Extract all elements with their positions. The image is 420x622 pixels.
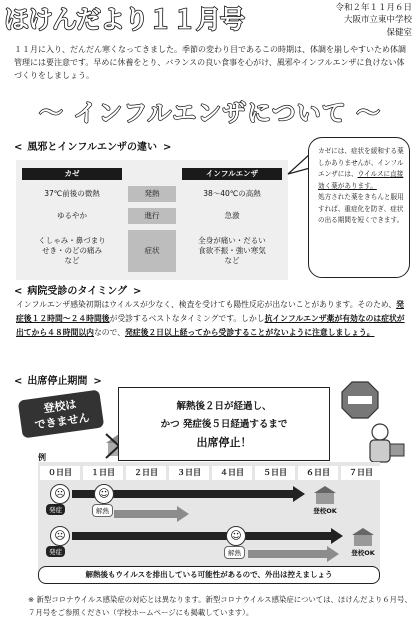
col-header-flu: インフルエンザ — [182, 168, 282, 180]
cold-progress: ゆるやか — [57, 211, 87, 220]
school-ok-2: 登校OK — [351, 549, 375, 557]
day-3: ３日目 — [169, 466, 209, 480]
onset-tag-1: 発症 — [46, 504, 65, 515]
day-0: ０日目 — [40, 466, 80, 480]
cold-fever: 37℃前後の微熱 — [44, 189, 100, 198]
arrowhead-2 — [331, 528, 343, 544]
row-label-fever: 発熱 — [128, 186, 176, 202]
day-7: ７日目 — [341, 466, 381, 480]
rule-line-1: 解熱後２日が経過し、 — [176, 401, 272, 412]
day-5: ５日目 — [255, 466, 295, 480]
clinic-text-4: 抗インフルエンザ薬が有効なのは症状が出てから４８時間以内 — [16, 314, 405, 337]
school-icon — [352, 528, 374, 546]
section-clinic-timing-title: < 病院受診のタイミング > — [14, 282, 141, 297]
sick-student-illustration — [330, 378, 414, 466]
bubble-text-1: カゼには、症状を緩和する薬しかありませんが、インフルエンザには、 — [318, 147, 404, 178]
day-4: ４日目 — [212, 466, 252, 480]
absence-bar-2 — [72, 532, 332, 540]
section-absence-period-title: < 出席停止期間 > — [14, 372, 102, 387]
cold-symptoms: くしゃみ・鼻づまり せき・のどの痛み など — [38, 236, 106, 265]
flu-fever: 38～40℃の高熱 — [203, 189, 261, 198]
issue-date: 令和２年１１月６日 — [335, 3, 412, 13]
clinic-text-3: が受診するベストなタイミングです。しかし — [109, 314, 265, 323]
bubble-text — [318, 146, 404, 227]
sick-face-icon: ☹ — [50, 526, 70, 546]
main-heading: ～ インフルエンザについて ～ — [38, 99, 382, 127]
day-1: １日目 — [83, 466, 123, 480]
clinic-text-1: インフルエンザ感染初期はウイルスが少なく、検査を受けても陽性反応が出ないことがあります。そのため、 — [16, 300, 397, 309]
school-icon — [314, 486, 336, 504]
flu-symptoms: 全身が痛い・だるい 食欲不振・強い寒気 など — [198, 236, 266, 265]
happy-face-icon: ☺ — [94, 484, 114, 504]
intro-paragraph: １１月に入り、だんだん寒くなってきました。季節の変わり目であるこの時期は、体調を崩しやすいため体調管理には要注意です。早めに休養をとり、バランスの良い食事を心がけ、風邪やインフルエンザに負けない体づくりをしましょう。 — [14, 45, 406, 80]
rule-line-3: 出席停止！ — [196, 436, 252, 449]
comparison-table — [16, 160, 288, 280]
arrowhead-gray-1 — [177, 506, 189, 522]
stay-home-note: 解熱後もウイルスを排出している可能性があるので、外出は控えましょう — [38, 566, 380, 584]
post-fever-bar-1 — [114, 510, 178, 518]
col-header-cold: カゼ — [22, 168, 122, 180]
day-2: ２日目 — [126, 466, 166, 480]
department: 保健室 — [386, 28, 412, 38]
onset-tag-2: 発症 — [46, 546, 65, 557]
rule-line-2: かつ 発症後５日経過するまで — [160, 419, 288, 430]
happy-face-icon: ☺ — [226, 526, 246, 546]
no-school-badge: 登校は できません — [18, 389, 104, 438]
clinic-text-2: 発症後１２時間～２４時間後 — [16, 300, 404, 323]
clinic-timing-paragraph — [16, 298, 408, 340]
clinic-text-5: なので、 — [93, 328, 125, 337]
absence-timeline — [38, 462, 380, 580]
arrowhead-gray-2 — [327, 546, 339, 562]
fever-down-tag-2: 解熱 — [224, 546, 245, 559]
bubble-text-3: 処方された薬をきちんと服用すれば、重症化を防ぎ、症状の出る期間を短くできます。 — [318, 193, 404, 224]
post-fever-bar-2 — [248, 550, 328, 558]
absence-rule-box — [118, 387, 330, 461]
school-name: 大阪市立東中学校 — [343, 15, 412, 25]
example-label: 例 — [38, 453, 46, 462]
day-6: ６日目 — [298, 466, 338, 480]
bubble-text-2: ウイルスに直接効く薬があります。 — [318, 170, 404, 190]
school-ok-1: 登校OK — [313, 507, 337, 515]
arrowhead-1 — [293, 486, 305, 502]
row-label-progress: 進行 — [128, 208, 176, 224]
row-label-symptoms: 症状 — [128, 230, 176, 272]
footer-note: ※ 新型コロナウイルス感染症の対応とは異なります。新型コロナウイルス感染症については、ほけんだより６月号、７月号をご参照ください（学校ホームページにも掲載しています）。 — [28, 595, 412, 617]
flu-progress: 急激 — [224, 211, 240, 220]
newsletter-title: ほけんだより１１月号 — [4, 5, 245, 34]
section-cold-vs-flu-title: < 風邪とインフルエンザの違い > — [14, 138, 171, 153]
sick-face-icon: ☹ — [50, 484, 70, 504]
clinic-text-6: 発症後２日以上経ってから受診することがないように注意しましょう。 — [125, 328, 375, 337]
fever-down-tag-1: 解熱 — [92, 504, 113, 517]
